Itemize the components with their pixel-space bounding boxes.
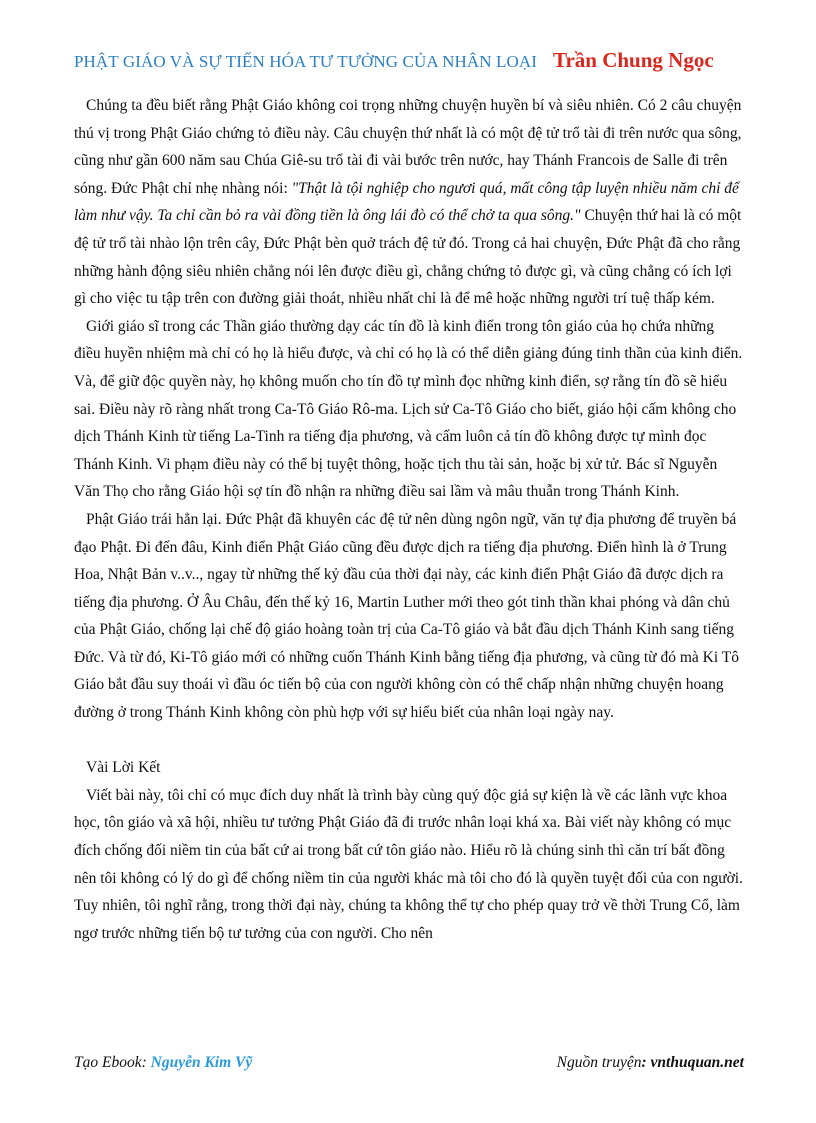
ebook-credit-label: Tạo Ebook	[74, 1054, 142, 1071]
paragraph-4: Viết bài này, tôi chỉ có mục đích duy nhất là trình bày cùng quý độc giả sự kiện là về các lãnh vực khoa học, tôn giáo và xã hội, nhiều tư tưởng Phật Giáo đã đi trước nhân loại khá xa. Bài viết này không có mục đích chống đối niềm tin của bất cứ ai trong bất cứ tôn giáo nào. Hiểu rõ là chúng sinh thì căn trí bất đồng nên tôi không có lý do gì để chống niềm tin của người khác mà tôi cho đó là quyền tuyệt đối của con người. Tuy nhiên, tôi nghĩ rằng, trong thời đại này, chúng ta không thể tự cho phép quay trở về thời Trung Cổ, làm ngơ trước những tiến bộ tư tưởng của con người. Cho nên	[74, 786, 743, 942]
paragraph-gap	[74, 727, 744, 755]
buddha-quote: "Thật là tội nghiệp cho ngươi quá, mất công tập luyện nhiều năm chỉ để làm như vậy. Ta chỉ cần bỏ ra vài đồng tiền là ông lái đò có thể chở ta qua sông."	[74, 179, 739, 225]
paragraph-1	[74, 92, 744, 313]
ebook-credit-separator: :	[141, 1054, 151, 1071]
source-credit-separator: :	[641, 1054, 651, 1071]
document-body	[74, 92, 744, 947]
ebook-credit	[74, 1054, 252, 1072]
source-site-link[interactable]: vnthuquan.net	[650, 1054, 744, 1071]
paragraph-2: Giới giáo sĩ trong các Thần giáo thường dạy các tín đồ là kinh điển trong tôn giáo của họ chứa những điều huyền nhiệm mà chỉ có họ là hiểu được, và chỉ có họ là có thể diễn giảng đúng tinh thần của kinh điển. Và, để giữ độc quyền này, họ không muốn cho tín đồ tự mình đọc những kinh điển, sợ rằng tín đồ sẽ hiểu sai. Điều này rõ ràng nhất trong Ca-Tô Giáo Rô-ma. Lịch sử Ca-Tô Giáo cho biết, giáo hội cấm không cho dịch Thánh Kinh từ tiếng La-Tinh ra tiếng địa phương, và cấm luôn cả tín đồ không được tự mình đọc Thánh Kinh. Vi phạm điều này có thể bị tuyệt thông, hoặc tịch thu tài sản, hoặc bị xử tử. Bác sĩ Nguyễn Văn Thọ cho rằng Giáo hội sợ tín đồ nhận ra những điều sai lầm và mâu thuẫn trong Thánh Kinh.	[74, 317, 743, 501]
source-credit-label: Nguồn truyện	[556, 1054, 642, 1071]
paragraph-1-text-a: Chúng ta đều biết rằng Phật Giáo không coi trọng những chuyện huyền bí và siêu nhiên. Có 2 câu chuyện thú vị trong Phật Giáo chứng tỏ điều này. Câu chuyện thứ nhất là có một đệ tử trổ tài đi trên nước qua sông, cũng như gần 600 năm sau Chúa Giê-su trổ tài đi vài bước trên nước, hay Thánh Francois de Salle đi trên sóng. Đức Phật chỉ nhẹ nhàng nói:	[74, 97, 742, 197]
paragraph-1-text-b: Chuyện thứ hai là có một đệ tử trổ tài nhào lộn trên cây, Đức Phật bèn quở trách đệ tử đó. Trong cả hai chuyện, Đức Phật đã cho rằng những hành động siêu nhiên chẳng nói lên được điều gì, chẳng chứng tỏ được gì, và cũng chẳng có ích lợi gì cho việc tu tập trên con đường giải thoát, nhiều nhất chỉ là để mê hoặc những người trí tuệ thấp kém.	[74, 207, 742, 308]
document-title: PHẬT GIÁO VÀ SỰ TIẾN HÓA TƯ TƯỞNG CỦA NHÂN LOẠI	[74, 52, 537, 71]
ebook-creator-name: Nguyễn Kim Vỹ	[150, 1054, 253, 1071]
section-heading: Vài Lời Kết	[86, 759, 161, 777]
page-header	[74, 48, 744, 78]
paragraph-3: Phật Giáo trái hẳn lại. Đức Phật đã khuyên các đệ tử nên dùng ngôn ngữ, văn tự địa phương để truyền bá đạo Phật. Đi đến đâu, Kinh điển Phật Giáo cũng đều được dịch ra tiếng địa phương. Điển hình là ở Trung Hoa, Nhật Bản v..v.., ngay từ những thế kỷ đầu của thời đại này, các kinh điển Phật Giáo đã được dịch ra tiếng địa phương. Ở Âu Châu, đến thế kỷ 16, Martin Luther mới theo gót tinh thần khai phóng và dân chủ của Phật Giáo, chống lại chế độ giáo hoàng toàn trị của Ca-Tô giáo và bắt đầu dịch Thánh Kinh sang tiếng Đức. Và từ đó, Ki-Tô giáo mới có những cuốn Thánh Kinh bằng tiếng địa phương, và cũng từ đó mà Ki Tô Giáo bắt đầu suy thoái vì đầu óc tiến bộ của con người không còn có thể chấp nhận những chuyện hoang đường ở trong Thánh Kinh không còn phù hợp với sự hiểu biết của nhân loại ngày nay.	[74, 510, 739, 722]
page-footer	[74, 1054, 744, 1080]
source-credit	[557, 1054, 744, 1072]
author-name: Trần Chung Ngọc	[553, 48, 714, 72]
